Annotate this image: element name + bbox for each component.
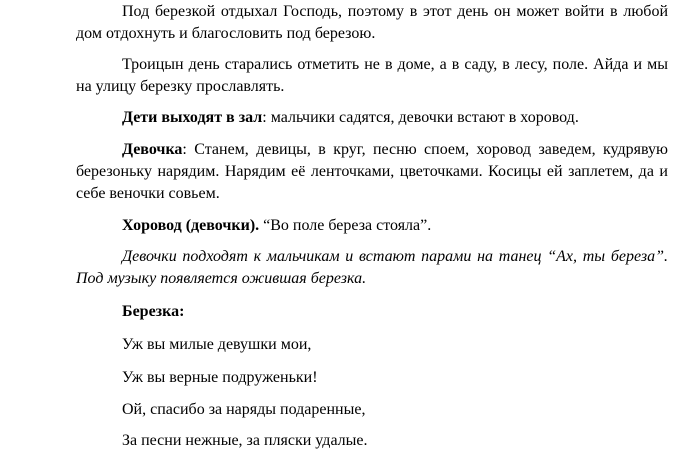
verse-text: За песни нежные, за пляски удалые. <box>122 432 368 449</box>
stage-direction-label: Дети выходят в зал <box>122 109 263 126</box>
paragraph-trinity <box>76 54 668 98</box>
verse-text: Уж вы верные подруженьки! <box>122 369 318 386</box>
paragraph-text: Троицын день старались отметить не в доме, а в саду, в лесу, поле. Айда и мы на улицу березку прославлять. <box>76 56 668 95</box>
speaker-label: Березка: <box>122 303 185 320</box>
paragraph-text: : мальчики садятся, девочки встают в хоровод. <box>262 109 579 126</box>
verse-line <box>122 430 682 452</box>
stage-direction-enter <box>76 107 668 129</box>
paragraph-text: “Во поле береза стояла”. <box>259 217 432 234</box>
paragraph-text: Под березкой отдыхал Господь, поэтому в этот день он может войти в любой дом отдохнуть и благословить под березою. <box>76 3 668 42</box>
verse-text: Уж вы милые девушки мои, <box>122 336 312 353</box>
paragraph-intro <box>76 1 668 45</box>
stage-direction-khorovod <box>76 215 668 237</box>
speaker-berezka <box>122 301 682 323</box>
verse-line <box>122 334 682 356</box>
speech-girl <box>76 139 668 205</box>
verse-line <box>122 367 682 389</box>
paragraph-text: : Станем, девицы, в круг, песню споем, хоровод заведем, кудрявую березоньку нарядим. Нарядим её ленточками, цветочками. Косицы ей заплетем, да и себе веночки совьем. <box>76 141 668 202</box>
verse-line <box>122 399 682 421</box>
verse-text: Ой, спасибо за наряды подаренные, <box>122 401 366 418</box>
stage-direction-italic <box>76 246 668 290</box>
speaker-label: Девочка <box>122 141 183 158</box>
stage-direction-label: Хоровод (девочки). <box>122 217 260 234</box>
paragraph-text: Девочки подходят к мальчикам и встают парами на танец “Ах, ты береза”. Под музыку появляется ожившая березка. <box>76 248 668 287</box>
